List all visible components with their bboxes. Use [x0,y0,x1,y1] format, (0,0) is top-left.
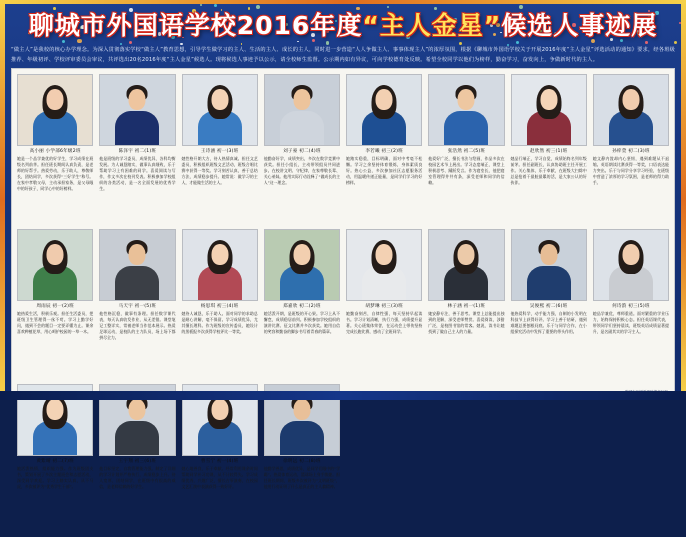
candidate-description: 他热爱科学，动手能力强，自制的小发明在科技节上获得好评。学习上善于钻研，遇到难题总要刨根问底。乐于与同学合作，在小组探究活动中发挥了重要的带头作用。 [510,311,587,335]
candidate-name: 周雨辰 初一(2)班 [36,304,74,310]
photo-body [115,421,159,455]
candidate-name: 林子涵 初一(1)班 [447,304,486,310]
candidate-cell [344,73,424,227]
candidate-cell [344,228,424,382]
candidate-name: 李若曦 初三(2)班 [365,149,403,155]
candidate-name: 王诗涵 初一(3)班 [200,149,239,155]
candidate-description: 她品行端正，学习自觉，成绩始终名列年级前茅。担任副班长，认真协助班主任开展工作。关心集体，乐于奉献，在班级大扫除中总是抢着干最脏最累的活，是大家公认的好伙伴。 [510,156,587,186]
page-title [29,6,657,42]
candidates-grid [15,73,671,537]
photo-body [115,266,159,300]
candidate-cell [97,73,177,227]
confetti-dot [507,44,509,46]
candidate-cell [15,73,95,227]
candidate-cell [426,228,506,382]
photo-head [376,89,393,110]
photo-head [540,89,557,110]
candidate-cell [180,73,260,227]
photo-head [47,399,64,420]
candidate-description: 她文静内敛却内心坚韧，遇到难题从不退缩。英语朗读比赛获得一等奖，口语表达能力突出。乐于与同学分享学习经验，在班级中营造了浓厚的学习氛围，是老师的得力助手。 [592,156,669,186]
photo-head [622,244,639,265]
candidate-description: 她勤奋刻苦，自律性强，每天坚持早起读书。学习计划清晰，执行力强，成绩提升显著。关心班集体荣誉，在运动会上带伤坚持完成长跑比赛，感动了全班同学。 [346,311,423,335]
candidate-photo [182,74,258,146]
candidate-description: 他勤奋好学，成绩突出，多次在数学竞赛中获奖。担任小组长，主动带领组员共同进步。在校讲文明、守纪律，在家尊敬长辈、关心弟妹。他用实际行动诠释了“做成长的主人”这一理念。 [263,156,340,186]
poster-header [5,4,681,44]
photo-head [458,89,475,110]
photo-head [376,244,393,265]
photo-head [211,244,228,265]
candidate-description: 她是一个品学兼优的好学生，学习成绩在班级名列前茅。担任班长期间认真负责，是老师的好帮手。热爱劳动，乐于助人，尊敬师长，团结同学，多次获得“三好学生”称号。在家中孝敬父母，主动承担家务，是父母眼中的好孩子，同学心中的好榜样。 [17,156,94,192]
candidate-description: 他勤学善思，成绩优异，是同学们眼中的“学霸”。热爱体育运动，篮球场上身手敏捷。担任班长期间，班级多次被评为“文明班级”，他用行动证明了什么是真正的主人翁精神。 [263,466,340,490]
candidate-description: 她品学兼优，尊师重道。面对繁重的学业压力，始终保持积极心态。担任英语课代表，带领同学们坚持晨读，班级英语成绩显著提升，是名副其实的学习主人。 [592,311,669,335]
title-segment: “主人金星” [362,11,502,40]
candidate-description: 她心地善良，乐于奉献。经常利用课余时间帮助同学补习功课，从不计较得失。学习成绩优秀，兴趣广泛，擅长古筝演奏，在校园文艺汇演中表演获得一致好评。 [181,466,258,490]
candidate-photo [428,229,504,301]
candidate-cell [509,228,589,382]
photo-head [293,399,310,420]
photo-body [444,111,488,145]
candidate-name: 何诗韵 初三(5)班 [612,304,650,310]
candidate-photo [511,229,587,301]
candidate-name: 胡梦琳 初三(3)班 [365,304,403,310]
candidate-photo [17,229,93,301]
confetti-dot [180,43,182,45]
candidate-name: 王宇翔 初三(6)班 [118,459,157,465]
confetti-dot [241,43,243,45]
confetti-dot [120,43,122,45]
candidate-cell [15,228,95,382]
intro-paragraph: “做主人”是我校的核心办学理念。为深入贯彻落实学校“做主人”教育思想，引导学生做学习的主人、生活的主人、成长的主人，同时进一步营造“人人争做主人、事事体现主人”的浓厚氛围，根据《聊城市外国语学校关于开展2016年度“主人金星”评选活动的通知》要求，经各班级推荐、年级初评、学校评审委员会审议，共评选出20名2016年度“主人金星”候选人。现将候选人事迹予以公示，请全校师生监督。公示期内如有异议，可向学校德育处反映。希望全校同学以他们为榜样，勤奋学习，奋发向上，争做新时代的主人。 [11,47,675,63]
candidate-cell [509,73,589,227]
candidate-name: 曹雪宁 初一(4)班 [200,459,239,465]
candidate-cell [15,383,95,537]
candidate-description: 她活泼开朗，是班级的开心果。学习上从不懈怠，成绩稳居前列。积极参加学校组织的演讲比赛、征文比赛并多次获奖。她用自信的笑容和勤奋的脚步书写着青春的篇章。 [263,311,340,335]
candidate-cell [591,73,671,227]
candidate-cell [262,228,342,382]
photo-head [211,89,228,110]
candidate-photo [593,229,669,301]
candidate-cell [591,228,671,382]
candidate-photo [264,74,340,146]
photo-head [129,244,146,265]
candidate-cell [97,228,177,382]
photo-head [211,399,228,420]
candidate-name: 张浩然 初二(5)班 [447,149,486,155]
photo-head [47,89,64,110]
photo-head [458,244,475,265]
candidate-description: 他是班级的学习委员，成绩优异，各科均衡发展。为人诚恳踏实，做事认真细致，乐于帮助学习上有困难的同学。喜爱阅读与写作，作文多次在校刊发表。积极参加学校组织的各类活动，是一名全面发展的优秀学生。 [99,156,176,192]
candidate-name: 陈泽宇 初二(1)班 [118,149,157,155]
candidate-cell [180,228,260,382]
candidate-description: 她热爱生活，积极乐观。担任生活委员，把班级卫生管理得一丝不苟。学习上勤学好问，遇到不会的题目一定要弄懂为止。课余喜欢种植花草，用心呵护校园的一草一木。 [17,311,94,335]
candidate-photo [593,74,669,146]
candidate-photo [99,74,175,146]
candidate-name: 孙梓萱 初二(3)班 [612,149,650,155]
photo-head [622,89,639,110]
decorative-rail-left [0,0,5,400]
candidate-name: 马天宇 初一(5)班 [118,304,157,310]
candidate-photo [99,229,175,301]
candidate-description: 她待人诚恳，乐于助人。面对同学的求助总是耐心讲解，毫不保留。学习成绩优异，尤其擅长理科。作为班级的宣传委员，她设计的黑板报多次获得学校评比一等奖。 [181,311,258,335]
candidate-description: 他爱好广泛，擅长书法与绘画，作品多次在校园艺术节上展出。学习态度端正，课堂上积极思考、踊跃发言。作为寝室长，他把寝室管理得井井有条，深受老师和同学的信赖。 [428,156,505,186]
candidate-name: 赵欣然 初三(1)班 [529,149,568,155]
candidate-description: 她活泼热情，组织能力强。作为班级团支书，策划开展了多次主题班会和志愿活动，深受同学欢迎。学习上踏实认真，从不马虎，多次被评为“优秀学生干部”。 [17,466,94,490]
confetti-dot [674,41,677,44]
candidate-photo [182,229,258,301]
candidate-name: 杨思琪 初三(4)班 [200,304,239,310]
photo-head [293,89,310,110]
photo-head [129,89,146,110]
title-segment: 聊城市外国语学校2016年度 [28,11,363,40]
photo-body [280,111,324,145]
candidate-photo [346,229,422,301]
candidate-name: 刘子豪 初二(4)班 [283,149,321,155]
candidate-name: 吴俊熙 初二(6)班 [529,304,568,310]
confetti-dot [679,22,681,24]
title-segment: 候选人事迹展 [501,11,658,40]
candidates-panel [11,68,675,490]
photo-head [47,244,64,265]
photo-body [115,111,159,145]
candidate-cell [262,383,342,537]
candidate-photo [264,229,340,301]
candidate-description: 他性格沉稳，做事有条理。担任数学课代表，每天认真收发作业，从无差错。课堂笔记工整详实，常被老师当作范本展示。热爱足球运动，是校队的主力队员，场上场下都拼尽全力。 [99,311,176,341]
candidate-description: 她踏实稳重，目标明确，面对中考毫不松懈。学习之余坚持体育锻炼，身体素质良好。热心公益，多次参加社区志愿服务活动，用温暖传递正能量，是同学们学习的好榜样。 [346,156,423,186]
photo-body [527,266,571,300]
candidate-name: 高小丽 小学部6年级2班 [29,149,81,155]
candidate-cell [262,73,342,227]
candidate-cell [97,383,177,537]
candidate-photo [17,74,93,146]
candidate-photo [346,74,422,146]
candidate-cell [180,383,260,537]
candidate-photo [511,74,587,146]
candidate-description: 他目标坚定，自我管理能力强。制定了详细的学习计划并严格执行，成绩稳步上升。待人宽厚，团结同学，在班级中有很高的威信，是老师信赖的好学生。 [99,466,176,490]
candidate-name: 黄紫晴 初二(7)班 [36,459,74,465]
photo-body [280,421,324,455]
candidate-name: 郑嘉欣 初二(2)班 [283,304,321,310]
candidate-photo [428,74,504,146]
photo-head [129,399,146,420]
decorative-rail-right [681,0,686,400]
candidate-description: 她安静专注，善于思考。课堂上总能提出独到的见解，深受老师赞赏。喜爱阅读，涉猎广泛，是校图书馆的常客。她说，读书让她找到了做自己主人的力量。 [428,311,505,335]
candidate-description: 她性格开朗大方，待人热情真诚。担任文艺委员，积极组织班级文艺活动，班级合唱比赛中获得一等奖。学习刻苦认真，善于总结方法，成绩稳步提升。她常说：做学习的主人，才能做生活的主人。 [181,156,258,186]
photo-head [540,244,557,265]
candidate-name: 徐明远 初二(8)班 [283,459,321,465]
poster-footer-bar [0,391,686,400]
candidate-cell [426,73,506,227]
photo-head [293,244,310,265]
confetti-dot [459,42,462,45]
